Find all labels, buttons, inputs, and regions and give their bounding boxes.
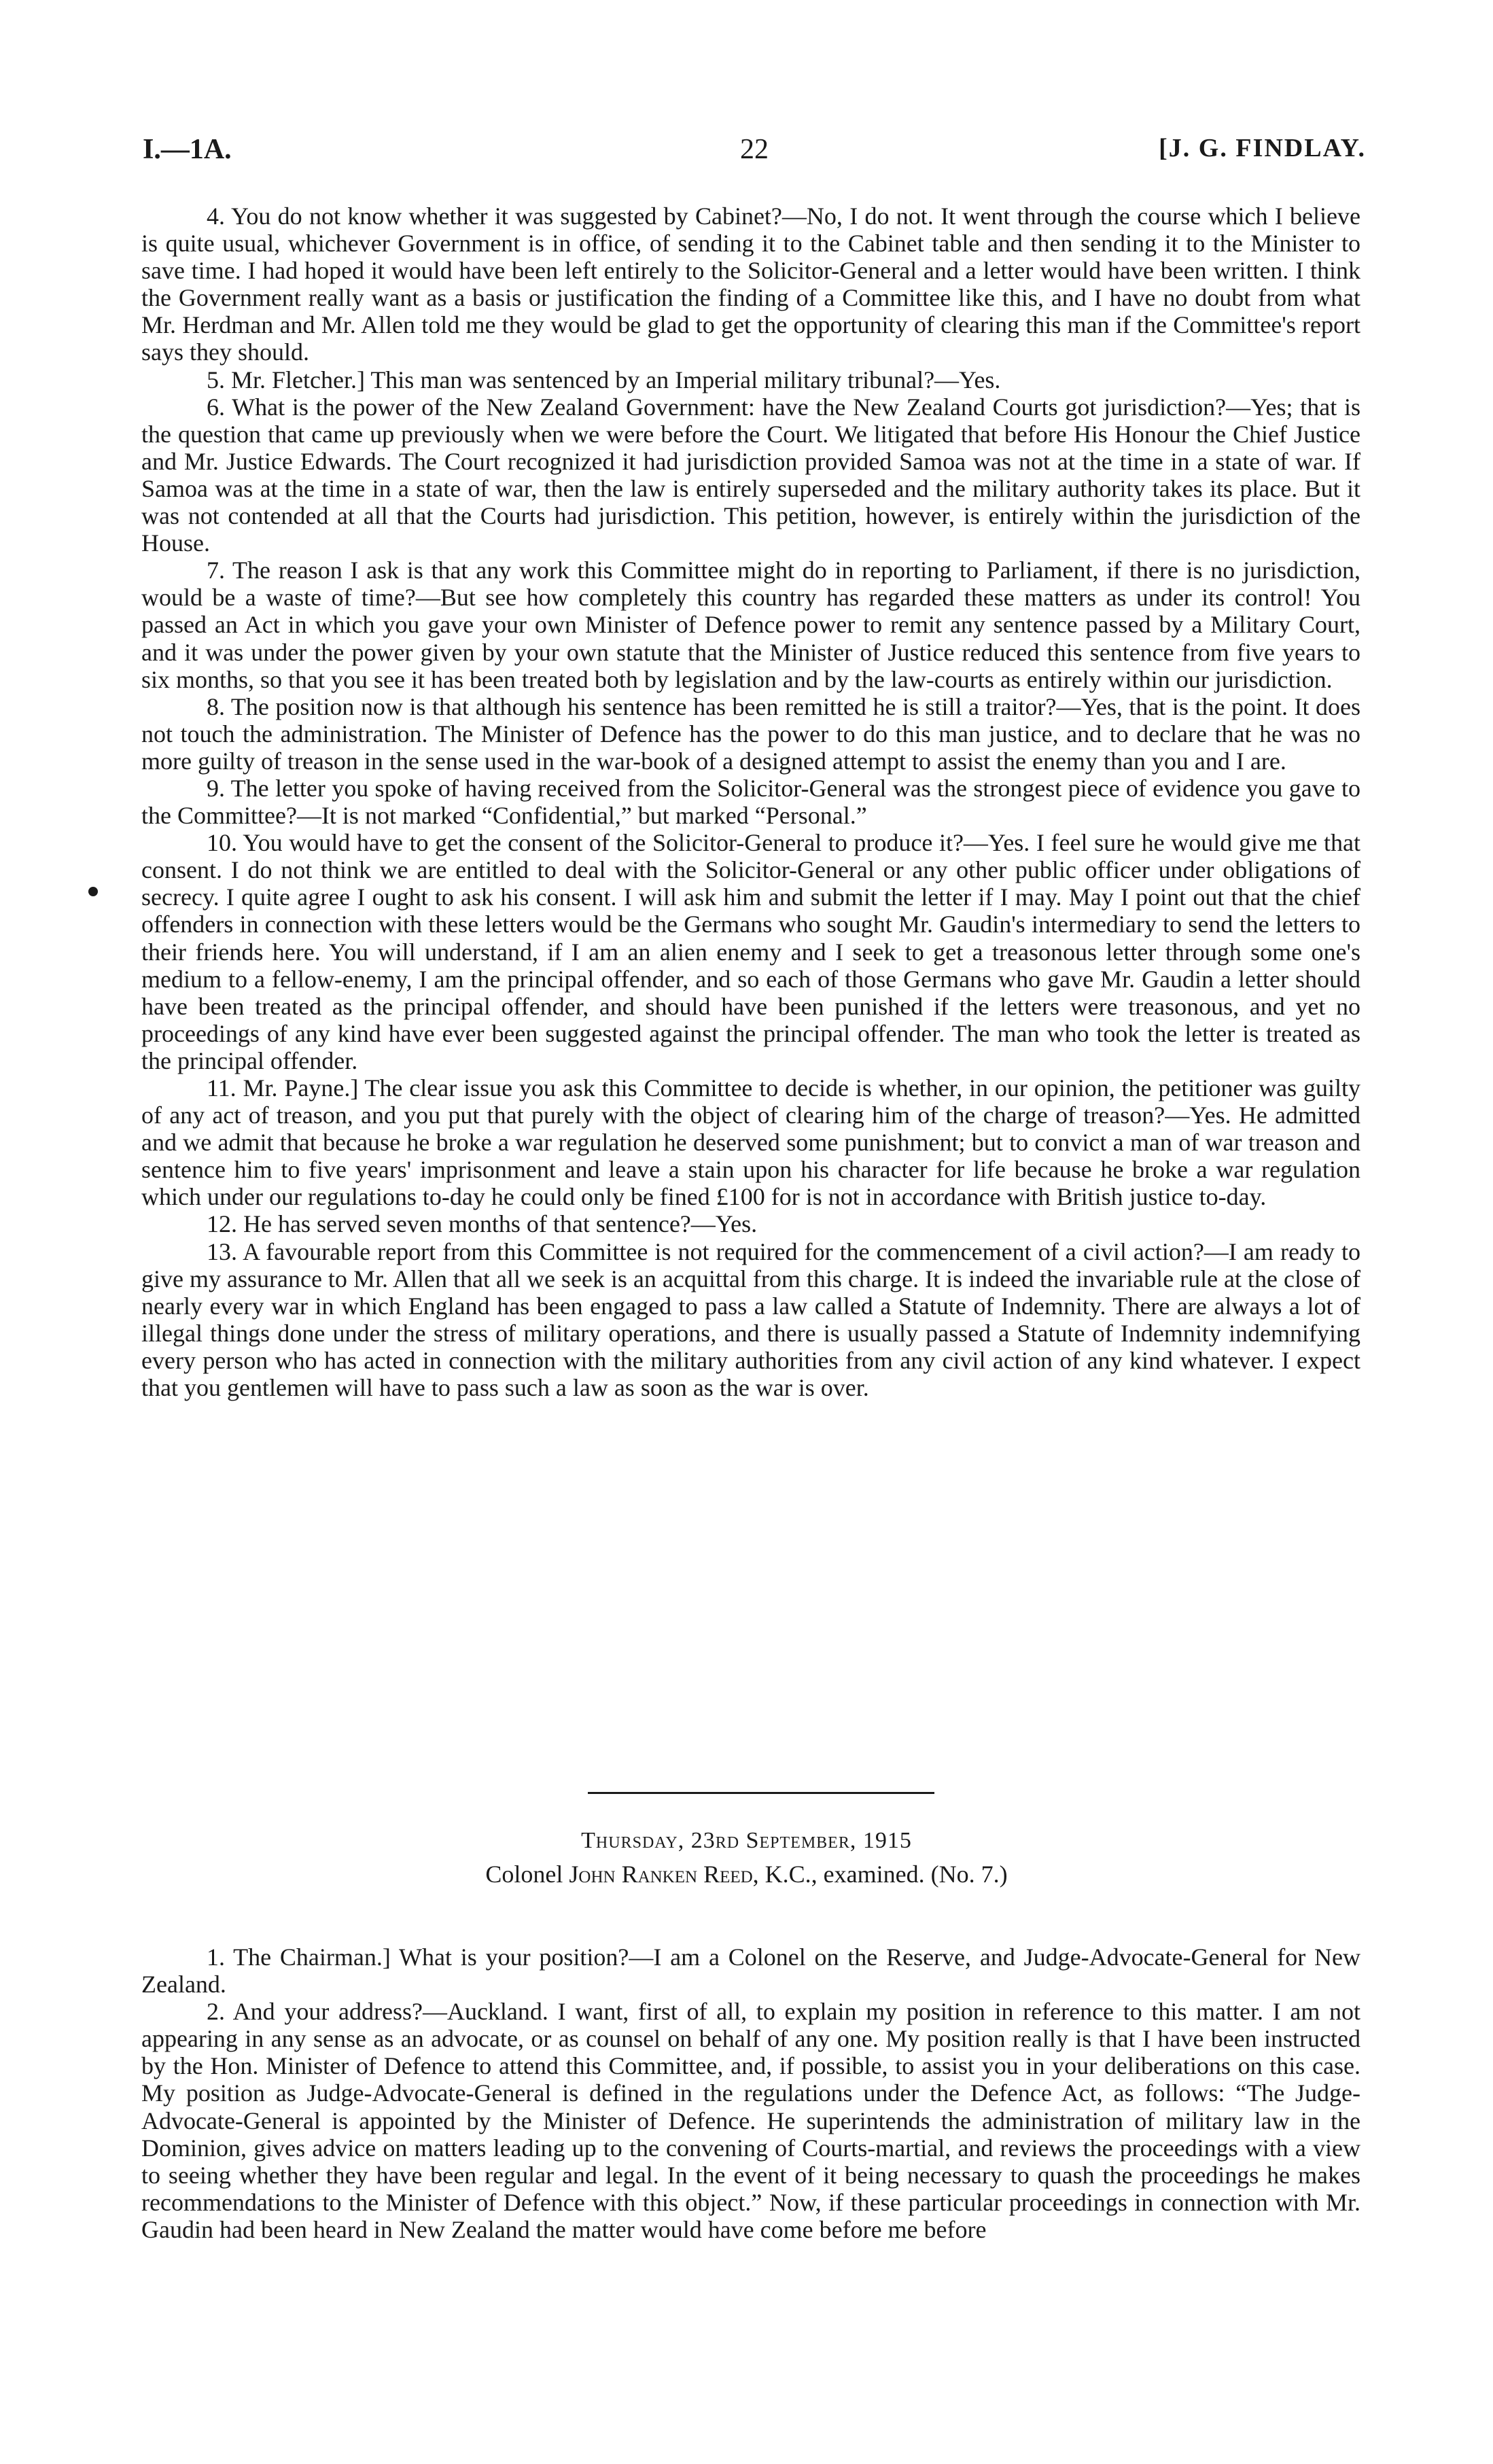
witness-suffix: , K.C., examined. (No. 7.) <box>752 1861 1008 1888</box>
paragraph-10: 10. You would have to get the consent of the Solicitor-General to produce it?—Yes. I feel sure he would give me that consent. I do not think we are entitled to deal with the Solicitor-General or any other public officer under obligations of secrecy. I quite agree I ought to ask his consent. I will ask him and submit the letter if I may. May I point out that the chief offenders in connection with these letters would be the Germans who sought Mr. Gaudin's intermediary to send the letters to their friends here. You will understand, if I am an alien enemy and I seek to get a treasonous letter through some one's medium to a fellow-enemy, I am the principal offender, and so each of those Germans who gave Mr. Gaudin a letter should have been treated as the principal offender, and should have been punished if the letters were treasonous, and yet no proceedings of any kind have ever been suggested against the principal offender. The man who took the letter is treated as the principal offender. <box>141 829 1360 1074</box>
page-number: 22 <box>740 134 769 165</box>
testimony-findlay <box>141 203 1360 1401</box>
reed-paragraph-2: 2. And your address?—Auckland. I want, first of all, to explain my position in reference to this matter. I am not appearing in any sense as an advocate, or as counsel on behalf of any one. My position really is that I have been instructed by the Hon. Minister of Defence to attend this Committee, and, if possible, to assist you in your deliberations on this case. My position as Judge-Advocate-General is defined in the regulations under the Defence Act, as follows: “The Judge-Advocate-General is appointed by the Minister of Defence. He superintends the administration of military law in the Dominion, gives advice on matters leading up to the convening of Courts-martial, and reviews the proceedings with a view to seeing whether they have been regular and legal. In the event of it being necessary to quash the proceedings he makes recommendations to the Minister of Defence with this object.” Now, if these particular proceedings in connection with Mr. Gaudin had been heard in New Zealand the matter would have come before me before <box>141 1998 1360 2243</box>
paragraph-11: 11. Mr. Payne.] The clear issue you ask this Committee to decide is whether, in our opinion, the petitioner was guilty of any act of treason, and you put that purely with the object of clearing him of the charge of treason?—Yes. He admitted and we admit that because he broke a war regulation he deserved some punishment; but to convict a man of war treason and sentence him to five years' imprisonment and leave a stain upon his character for life because he broke a war regulation which under our regulations to-day he could only be fined £100 for is not in accordance with British justice to-day. <box>141 1074 1360 1211</box>
paragraph-5: 5. Mr. Fletcher.] This man was sentenced by an Imperial military tribunal?—Yes. <box>207 366 1001 393</box>
witness-name: John Ranken Reed <box>569 1861 753 1888</box>
paragraph-9: 9. The letter you spoke of having received from the Solicitor-General was the strongest piece of evidence you gave to the Committee?—It is not marked “Confidential,” but marked “Personal.” <box>141 774 1360 830</box>
witness-prefix: Colonel <box>485 1861 569 1888</box>
paragraph-12: 12. He has served seven months of that sentence?—Yes. <box>207 1210 758 1238</box>
witness-heading <box>0 1860 1493 1888</box>
paragraph-4: 4. You do not know whether it was suggested by Cabinet?—No, I do not. It went through the course which I believe is quite usual, whichever Government is in office, of sending it to the Cabinet table and then sending it to the Minister to save time. I had hoped it would have been left entirely to the Solicitor-General and a letter would have been written. I think the Government really want as a basis or justification the finding of a Committee like this, and I have no doubt from what Mr. Herdman and Mr. Allen told me they would be glad to get the opportunity of clearing this man if the Committee's report says they should. <box>141 203 1360 366</box>
section-divider <box>588 1792 934 1794</box>
margin-ink-dot <box>88 887 98 896</box>
paragraph-7: 7. The reason I ask is that any work this Committee might do in reporting to Parliament, if there is no jurisdiction, would be a waste of time?—But see how completely this country has regarded these matters as under its control! You passed an Act in which you gave your own Minister of Defence power to remit any sentence passed by a Military Court, and it was under the power given by your own statute that the Minister of Justice reduced this sentence from five years to six months, so that you see it has been treated both by legislation and by the law-courts as entirely within our jurisdiction. <box>141 557 1360 693</box>
session-date-heading: Thursday, 23rd September, 1915 <box>581 1828 912 1853</box>
paragraph-6: 6. What is the power of the New Zealand Government: have the New Zealand Courts got jurisdiction?—Yes; that is the question that came up previously when we were before the Court. We litigated that before His Honour the Chief Justice and Mr. Justice Edwards. The Court recognized it had jurisdiction provided Samoa was not at the time in a state of war. If Samoa was at the time in a state of war, then the law is entirely superseded and the military authority takes its place. But it was not contended at all that the Courts had jurisdiction. This petition, however, is entirely within the jurisdiction of the House. <box>141 393 1360 557</box>
document-reference: I.—1A. <box>143 134 232 165</box>
paragraph-13: 13. A favourable report from this Committee is not required for the commencement of a civil action?—I am ready to give my assurance to Mr. Allen that all we seek is an acquittal from this charge. It is indeed the invariable rule at the close of nearly every war in which England has been engaged to pass a law called a Statute of Indemnity. There are always a lot of illegal things done under the stress of military operations, and there is usually passed a Statute of Indemnity indemnifying every person who has acted in connection with the military authorities from any civil action of any kind whatever. I expect that you gentlemen will have to pass such a law as soon as the war is over. <box>141 1237 1360 1402</box>
paragraph-8: 8. The position now is that although his sentence has been remitted he is still a traitor?—Yes, that is the point. It does not touch the administration. The Minister of Defence has the power to do this man justice, and to declare that he was no more guilty of treason in the sense used in the war-book of a designed attempt to assist the enemy than you and I are. <box>141 692 1360 775</box>
reed-paragraph-1: 1. The Chairman.] What is your position?—I am a Colonel on the Reserve, and Judge-Advocate-General for New Zealand. <box>141 1943 1360 1999</box>
page-header <box>143 133 1366 174</box>
witness-running-head: [J. G. FINDLAY. <box>1159 134 1366 162</box>
testimony-reed <box>141 1943 1360 2243</box>
